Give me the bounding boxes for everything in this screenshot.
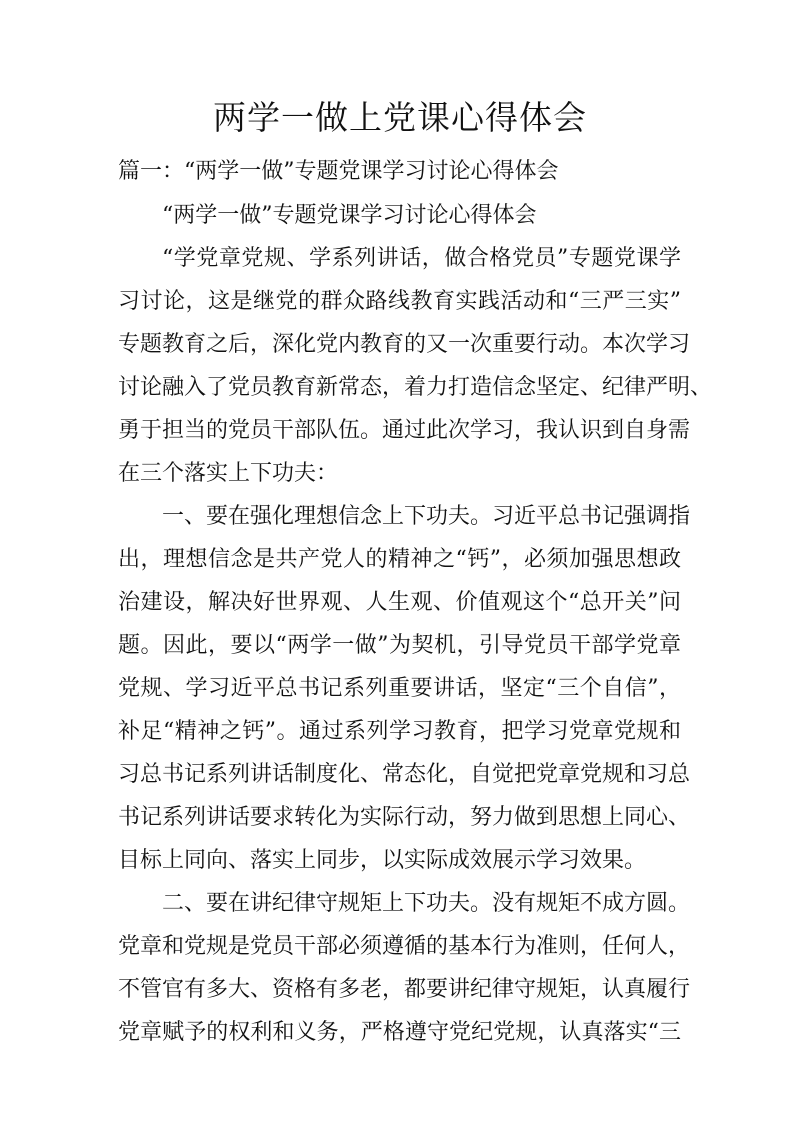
subtitle: “两学一做”专题党课学习讨论心得体会: [162, 203, 537, 228]
paragraph-line: 一、要在强化理想信念上下功夫。习近平总书记强调指: [162, 504, 691, 529]
paragraph-line: 党章和党规是党员干部必须遵循的基本行为准则，任何人，: [118, 934, 691, 959]
paragraph-line: 习总书记系列讲话制度化、常态化，自觉把党章党规和习总: [118, 762, 691, 787]
paragraph-line: 党章赋予的权利和义务，严格遵守党纪党规，认真落实“三: [118, 1020, 681, 1045]
paragraph-line: 讨论融入了党员教育新常态，着力打造信念坚定、纪律严明、: [118, 375, 713, 400]
paragraph-line: 出，理想信念是共产党人的精神之“钙”，必须加强思想政: [118, 547, 681, 572]
paragraph-line: 勇于担当的党员干部队伍。通过此次学习，我认识到自身需: [118, 418, 691, 443]
paragraph-line: 党规、学习近平总书记系列重要讲话，坚定“三个自信”，: [118, 676, 681, 701]
paragraph-line: 题。因此，要以“两学一做”为契机，引导党员干部学党章: [118, 633, 681, 658]
paragraph-line: 专题教育之后，深化党内教育的又一次重要行动。本次学习: [118, 332, 691, 357]
paragraph-line: 补足“精神之钙”。通过系列学习教育，把学习党章党规和: [118, 719, 681, 744]
paragraph-line: 习讨论，这是继党的群众路线教育实践活动和“三严三实”: [118, 289, 681, 314]
document-title: 两学一做上党课心得体会: [213, 98, 587, 137]
paragraph-line: 二、要在讲纪律守规矩上下功夫。没有规矩不成方圆。: [162, 891, 691, 916]
paragraph-line: 在三个落实上下功夫：: [118, 461, 339, 486]
paragraph-line: 治建设，解决好世界观、人生观、价值观这个“总开关”问: [118, 590, 681, 615]
paragraph-line: 不管官有多大、资格有多老，都要讲纪律守规矩，认真履行: [118, 977, 691, 1002]
paragraph-line: 书记系列讲话要求转化为实际行动，努力做到思想上同心、: [118, 805, 691, 830]
paragraph-line: 目标上同向、落实上同步，以实际成效展示学习效果。: [118, 848, 647, 873]
paragraph-line: “学党章党规、学系列讲话，做合格党员”专题党课学: [162, 246, 681, 271]
section-heading: 篇一：“两学一做”专题党课学习讨论心得体会: [118, 159, 559, 184]
